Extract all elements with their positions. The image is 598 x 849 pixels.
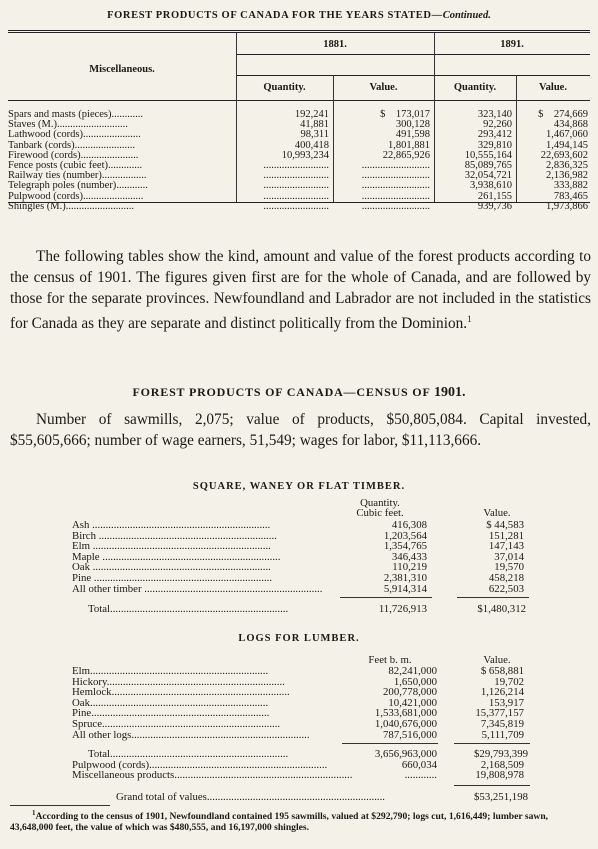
total-label: Total.................................................................. (88, 748, 289, 760)
total-label-text: Total (88, 748, 111, 760)
label-text: Railway ties (number) (8, 170, 102, 182)
cell: 939,736 (477, 200, 512, 212)
label-text: Staves (M.) (8, 119, 57, 131)
row-label: Pine.................................................................. (72, 707, 270, 720)
quantity-cell: 416,308 (391, 519, 427, 531)
cell: 22,865,926 (382, 149, 430, 161)
cell: 192,241 (294, 109, 329, 120)
label-text: Hemlock (72, 686, 112, 699)
label-text: Birch (72, 529, 96, 542)
footnote-mark: 1 (32, 809, 36, 817)
leader-dots: .......................... (361, 159, 430, 171)
quantity-1891-column (434, 110, 512, 212)
value-cell: $ 658,881 (480, 665, 524, 677)
label-text: Elm (72, 665, 90, 677)
cell: 22,693,602 (540, 149, 588, 161)
value-cell: 153,917 (488, 696, 524, 709)
row-label: Elm.................................................................. (72, 665, 269, 677)
footnote-ref: 1 (467, 314, 472, 324)
leader-dots: .......................... (361, 200, 430, 212)
row-label: Railway ties (number)................. (8, 170, 147, 182)
summary-text: Number of sawmills, 2,075; value of products, $50,805,084. Capital invested, $55,605,666; number of wage earners, 51,549; wages for labor, $11,113,666. (10, 411, 591, 449)
row-label: Maple .................................................................. (72, 550, 281, 563)
census-summary (10, 409, 591, 451)
grand-total-row (72, 792, 532, 803)
row-label: Hickory.................................................................. (72, 675, 285, 688)
square-timber-table (72, 498, 532, 620)
footnote-rule (10, 805, 110, 806)
value-cell: 19,702 (494, 675, 524, 688)
census-title-text: FOREST PRODUCTS OF CANADA—CENSUS OF (132, 385, 431, 399)
feet-header: Feet b. m. (368, 654, 412, 666)
row-label: Telegraph poles (number)............ (8, 180, 148, 192)
intro-paragraph (10, 246, 591, 334)
quantity-total-rule (340, 597, 432, 598)
value-1881-header: Value. (369, 82, 398, 93)
leader-dots: ......................... (263, 180, 329, 192)
label-text: All other logs (72, 728, 132, 741)
label-column (8, 110, 232, 212)
quantity-cell: 787,516,000 (383, 728, 437, 741)
row-label: Birch .................................................................. (72, 529, 277, 542)
cell: 98,311 (300, 129, 329, 141)
label-text: Fence posts (cubic feet) (8, 159, 109, 171)
cell: 1,973,866 (546, 200, 588, 212)
row-label: Lathwood (cords)...................... (8, 129, 141, 141)
total-label-text: Total (88, 603, 111, 615)
label-text: Oak (72, 561, 90, 574)
cell: 329,810 (477, 139, 512, 151)
cell: 293,412 (477, 129, 512, 141)
quantity-cell: 200,778,000 (383, 686, 437, 699)
value-cell: 15,377,157 (475, 707, 524, 720)
leader-dots: ......................... (263, 200, 329, 212)
row-label: Pine .................................................................. (72, 572, 273, 584)
logs-table (72, 655, 532, 807)
cell: 300,128 (395, 119, 430, 131)
intro-text: The following tables show the kind, amount and value of the forest products according to the census of 1901. The figures given first are for the whole of Canada, and are followed by those for the separate provinces. Newfoundland and Labrador are not included in the statistics for Canada as they are separate and distinct politically from the Dominion. (10, 248, 591, 333)
value-cell: 7,345,819 (480, 718, 524, 730)
table-row (72, 584, 532, 595)
grand-total-label-text: Grand total of values (116, 791, 207, 803)
cell: 261,155 (477, 190, 512, 202)
row-label: Miscellaneous products.................................................................. (72, 769, 353, 782)
header-bottom-rule (8, 100, 590, 101)
label-text: Spruce (72, 718, 102, 730)
row-label: All other logs.................................................................. (72, 728, 310, 741)
grand-total-value: $53,251,198 (474, 791, 528, 803)
quantity-cell: 1,354,765 (383, 540, 427, 553)
table-row (72, 520, 532, 531)
value-cell: 458,218 (488, 572, 524, 584)
row-label: Oak .................................................................. (72, 561, 271, 574)
label-text: Pulpwood (cords) (8, 190, 83, 202)
value-cell: 1,126,214 (480, 686, 524, 699)
quantity-1881-header: Quantity. (263, 82, 306, 93)
cell: 333,882 (553, 180, 588, 192)
value-total-rule (457, 597, 529, 598)
leader-dots: ......................... (263, 190, 329, 202)
running-title-continued: Continued. (442, 10, 491, 21)
grand-total-rule (454, 785, 530, 786)
value-1891-header: Value. (539, 82, 567, 93)
cell: 783,465 (553, 190, 588, 202)
table-top-rule (8, 30, 590, 31)
quantity-cell: 82,241,000 (388, 665, 437, 677)
value-header: Value. (483, 654, 511, 666)
label-text: Pine (72, 707, 92, 720)
cell: 10,993,234 (281, 149, 329, 161)
label-text: Lathwood (cords) (8, 129, 83, 141)
value-cell: $ 44,583 (486, 519, 524, 531)
value-cell: 622,503 (488, 582, 524, 595)
quantity-cell: 1,203,564 (383, 529, 427, 542)
cell: 41,881 (300, 119, 329, 131)
value-total-rule (454, 743, 530, 744)
quantity-cell: 110,219 (392, 561, 427, 574)
label-text: Firewood (cords) (8, 149, 81, 161)
total-label: Total.................................................................. (88, 603, 289, 615)
table-row (72, 666, 532, 677)
cell: 1,494,145 (546, 139, 588, 151)
quantity-header-label: Quantity. (360, 497, 400, 509)
label-text: All other timber (72, 582, 142, 595)
value-cell: 37,014 (494, 550, 524, 563)
label-text: Spars and masts (pieces) (8, 109, 112, 120)
value-header: Value. (483, 507, 511, 519)
row-label: Fence posts (cubic feet)............. (8, 159, 143, 171)
cell: 2,136,982 (546, 170, 588, 182)
quantity-cell: 1,650,000 (393, 675, 437, 688)
total-row (72, 604, 532, 615)
row-label: Spars and masts (pieces)............ (8, 109, 144, 120)
label-text: Hickory (72, 675, 107, 688)
label-text: Miscellaneous products (72, 769, 175, 782)
grand-total-label: Grand total of values.................................................................. (116, 791, 386, 803)
value-cell: 2,168,509 (480, 758, 524, 771)
cell: 85,089,765 (464, 159, 512, 171)
row-label: Ash .................................................................. (72, 519, 271, 531)
quantity-header-unit: Cubic feet. (356, 507, 404, 519)
row-label: Spruce.................................................................. (72, 718, 281, 730)
census-title-year: 1901. (433, 385, 466, 400)
cell: $ 173,017 (380, 109, 430, 120)
square-timber-title: SQUARE, WANEY OR FLAT TIMBER. (192, 481, 406, 492)
table-row (72, 719, 532, 730)
value-1881-column (333, 110, 430, 212)
row-label: All other timber .................................................................. (72, 582, 323, 595)
column-header-rule (236, 75, 590, 76)
quantity-cell: 346,433 (391, 550, 427, 563)
cell: 3,938,610 (470, 180, 512, 192)
total-quantity: 11,726,913 (378, 603, 427, 615)
leader-dots: .......................... (361, 190, 430, 202)
leader-dots: ......................... (263, 159, 329, 171)
value-cell: 151,281 (488, 529, 524, 542)
value-cell: 19,570 (494, 561, 524, 574)
row-label: Shingles (M.).......................... (8, 200, 134, 212)
year-1881-header: 1881. (323, 39, 347, 50)
cell: 1,801,881 (388, 139, 430, 151)
cell: 1,467,060 (546, 129, 588, 141)
leader-dots: ......................... (263, 170, 329, 182)
label-text: Tanbark (cords) (8, 139, 75, 151)
label-text: Oak (72, 696, 90, 709)
table-row (72, 730, 532, 741)
value-cell: 147,143 (488, 540, 524, 553)
quantity-1891-header: Quantity. (453, 82, 497, 93)
label-text: Elm (72, 540, 90, 553)
leader-dots: .......................... (361, 180, 430, 192)
value-cell: 19,808,978 (475, 769, 524, 782)
total-quantity: 3,656,963,000 (374, 748, 437, 760)
table-row (72, 770, 532, 781)
census-title (0, 385, 598, 401)
stub-header: Miscellaneous. (89, 64, 155, 75)
quantity-cell: 2,381,310 (383, 572, 427, 584)
label-text: Shingles (M.) (8, 200, 66, 212)
leader-dots: .......................... (361, 170, 430, 182)
value-cell: 5,111,709 (481, 728, 524, 741)
quantity-cell: 1,040,676,000 (374, 718, 437, 730)
cell: 10,555,164 (464, 149, 512, 161)
cell: 92,260 (483, 119, 512, 131)
year-header-rule (236, 54, 590, 55)
row-label: Elm .................................................................. (72, 540, 271, 553)
running-title-text: FOREST PRODUCTS OF CANADA FOR THE YEARS STATED— (107, 10, 443, 21)
cell: 491,598 (395, 129, 430, 141)
quantity-1881-column (236, 110, 329, 212)
quantity-cell: ............ (404, 769, 437, 782)
year-1891-header: 1891. (500, 39, 524, 50)
footnote-text: According to the census of 1901, Newfoundland contained 195 sawmills, valued at $292,790; logs cut, 1,616,449; lumber sawn, 43,648,000 feet, the value of which was $480,555, and 16,197,000 shingles. (10, 811, 549, 833)
quantity-header (330, 498, 430, 518)
total-value: $1,480,312 (477, 603, 526, 615)
quantity-cell: 1,533,681,000 (374, 707, 437, 720)
footnote (10, 808, 590, 833)
row-label: Hemlock.................................................................. (72, 686, 290, 699)
row-label: Firewood (cords)...................... (8, 149, 139, 161)
quantity-total-rule (342, 743, 438, 744)
row-label: Pulpwood (cords).................................................................. (72, 758, 328, 771)
cell: $ 274,669 (538, 109, 588, 120)
label-text: Pulpwood (cords) (72, 758, 150, 771)
quantity-cell: 5,914,314 (383, 582, 427, 595)
page-running-title (0, 10, 598, 21)
logs-title: LOGS FOR LUMBER. (238, 633, 360, 644)
row-label: Pulpwood (cords)....................... (8, 190, 144, 202)
quantity-cell: 660,034 (401, 758, 437, 771)
row-label: Oak.................................................................. (72, 696, 269, 709)
value-1891-column (516, 110, 588, 212)
row-label: Tanbark (cords)....................... (8, 139, 135, 151)
quantity-cell: 10,421,000 (388, 696, 437, 709)
total-value: $29,793,399 (474, 748, 528, 760)
label-text: Ash (72, 519, 90, 531)
label-text: Telegraph poles (number) (8, 180, 117, 192)
cell: 323,140 (477, 109, 512, 120)
cell: 434,868 (553, 119, 588, 131)
table-top-rule-2 (8, 32, 590, 33)
cell: 400,418 (294, 139, 329, 151)
cell: 2,836,325 (546, 159, 588, 171)
cell: 32,054,721 (464, 170, 512, 182)
label-text: Maple (72, 550, 100, 563)
label-text: Pine (72, 572, 92, 584)
row-label: Staves (M.)........................... (8, 119, 128, 131)
